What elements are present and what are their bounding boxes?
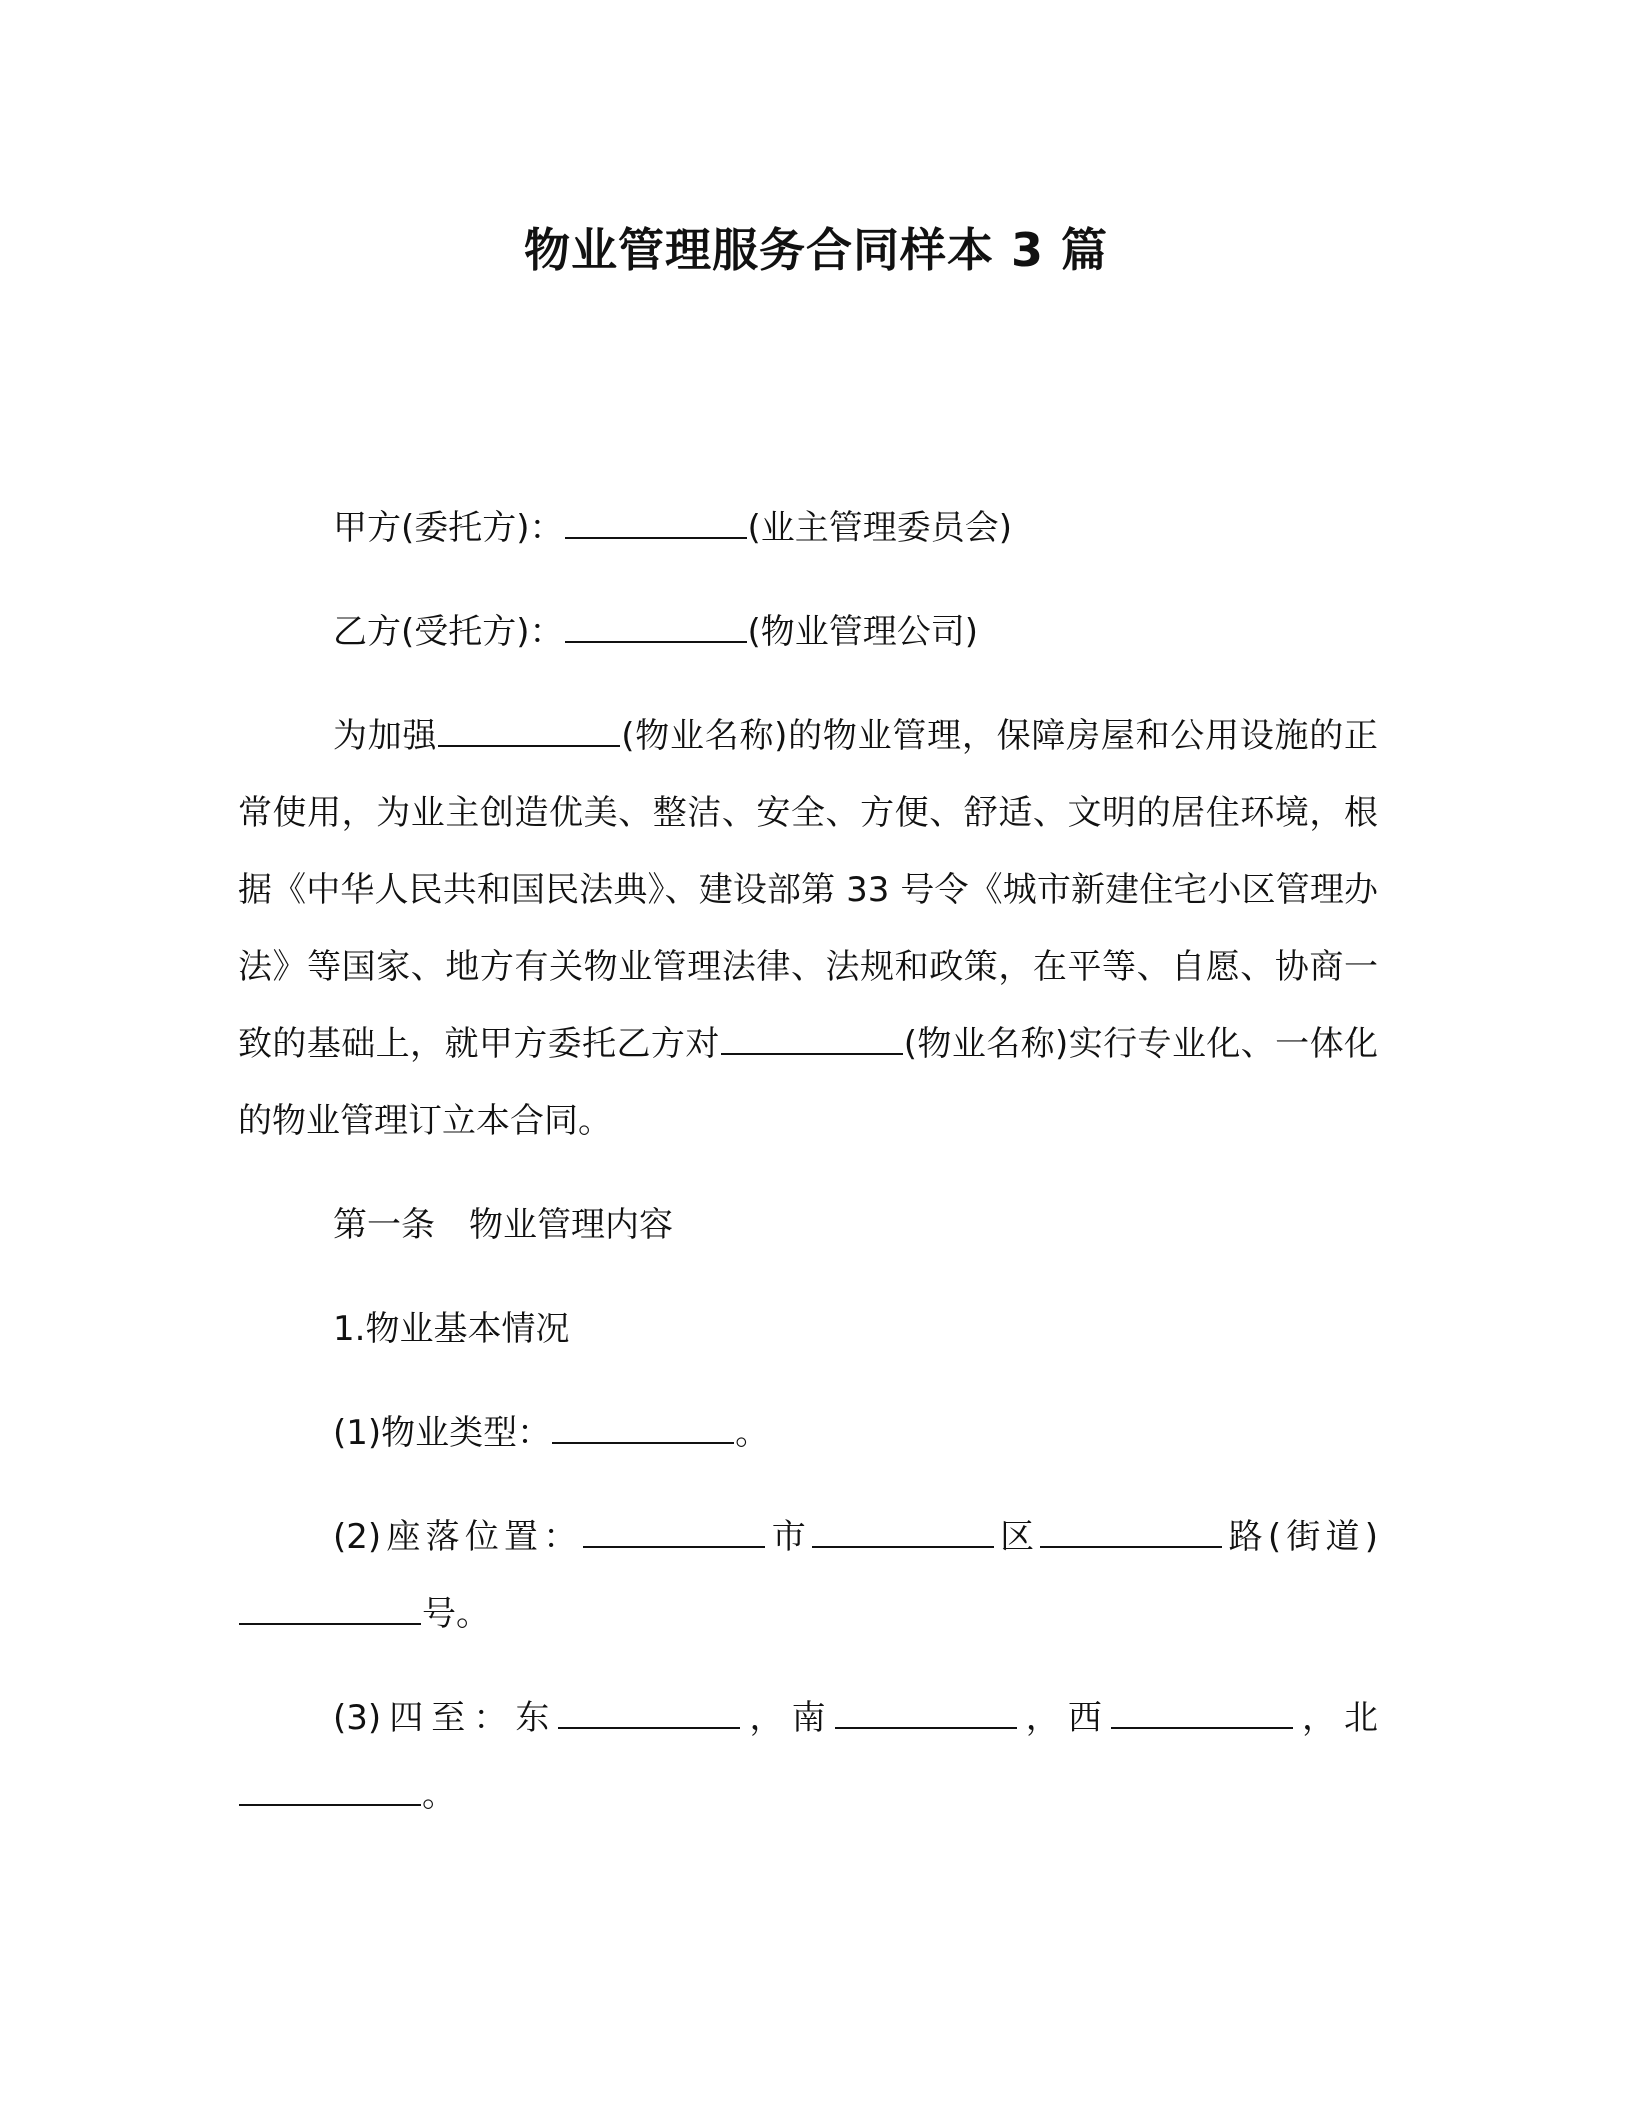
party-b-line	[238, 594, 1378, 671]
district-label: 区	[994, 1517, 1040, 1557]
west-blank	[1111, 1697, 1293, 1729]
document-body	[238, 490, 1378, 1861]
preamble-paragraph	[238, 698, 1378, 1160]
road-blank	[1040, 1516, 1222, 1548]
south-label: ，南	[741, 1698, 834, 1738]
west-label: ，西	[1017, 1698, 1110, 1738]
road-label: 路(街道)	[1223, 1517, 1379, 1557]
property-type-blank	[552, 1412, 734, 1444]
party-b-label: 乙方(受托方)：	[333, 612, 564, 652]
location-line	[238, 1499, 1378, 1653]
party-a-label: 甲方(委托方)：	[333, 508, 564, 548]
boundaries-line	[238, 1680, 1378, 1834]
party-a-line	[238, 490, 1378, 567]
north-blank	[239, 1774, 421, 1806]
south-blank	[835, 1697, 1017, 1729]
property-name-blank-2	[721, 1023, 903, 1055]
party-b-role: (物业管理公司)	[747, 612, 979, 652]
property-type-end: 。	[735, 1413, 770, 1453]
preamble-text-1: 为加强	[333, 716, 438, 756]
property-name-blank-1	[438, 715, 620, 747]
property-type-label: (1)物业类型：	[333, 1413, 552, 1453]
north-label: ，北	[1293, 1698, 1379, 1738]
party-a-role: (业主管理委员会)	[747, 508, 1013, 548]
section-1-heading: 1.物业基本情况	[333, 1309, 570, 1349]
district-blank	[812, 1516, 994, 1548]
party-a-blank	[565, 507, 747, 539]
preamble-text-2: (物业名称)的物业管理，保障房屋和公用设施的正常使用，为业主创造优美、整洁、安全、方便、舒适、文明的居住环境，根据《中华人民共和国民法典》、建设部第 33 号令《城市新建住宅小区管理办法》等国家、地方有关物业管理法律、法规和政策，在平等、自愿、协商一致的基础上，就甲方委托乙方对	[238, 716, 1378, 1064]
location-label: (2)座落位置：	[333, 1517, 583, 1557]
east-label: (3)四至：东	[333, 1698, 558, 1738]
city-label: 市	[766, 1517, 811, 1557]
city-blank	[583, 1516, 765, 1548]
party-b-blank	[565, 611, 747, 643]
east-blank	[558, 1697, 740, 1729]
preamble-text-3: (物业名称)实行专业化、一体化的物业管理订立本合同。	[238, 1024, 1378, 1141]
boundaries-end: 。	[422, 1775, 456, 1815]
document-title: 物业管理服务合同样本 3 篇	[523, 223, 1109, 277]
property-type-line	[238, 1395, 1378, 1472]
article-1-heading: 第一条 物业管理内容	[333, 1205, 673, 1245]
number-blank	[239, 1593, 421, 1625]
number-label: 号。	[422, 1594, 490, 1634]
